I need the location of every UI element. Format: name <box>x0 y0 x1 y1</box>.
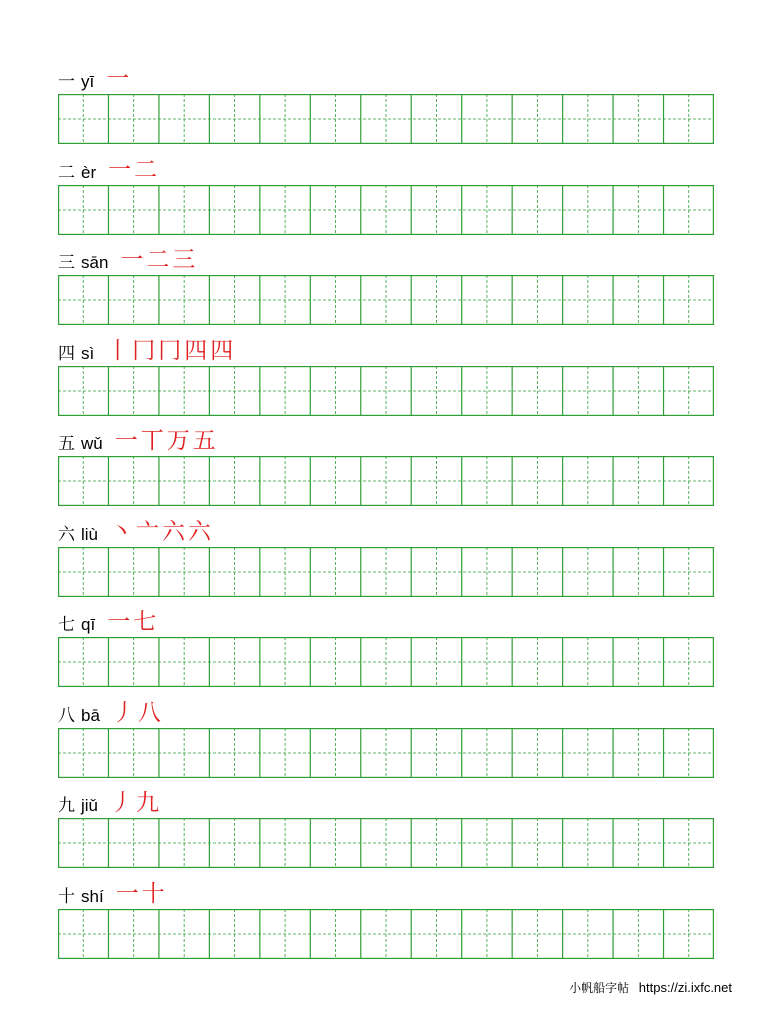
stroke-glyph: 万 <box>166 428 190 454</box>
pinyin-label: qī <box>81 615 96 634</box>
stroke-step <box>132 338 155 364</box>
stroke-order <box>115 428 219 454</box>
row-header <box>58 338 714 364</box>
character-label: 四 <box>58 343 75 364</box>
stroke-glyph: 丶 <box>110 518 134 545</box>
stroke-glyph: 二 <box>134 156 158 183</box>
pinyin-label: bā <box>81 705 100 725</box>
character-row <box>58 157 714 183</box>
stroke-glyph: 十 <box>141 880 165 907</box>
character-row <box>58 881 714 907</box>
row-header <box>58 66 714 92</box>
row-header <box>58 428 714 454</box>
writing-grid[interactable] <box>58 547 714 597</box>
stroke-glyph: 一 <box>106 66 130 92</box>
pinyin-label: wǔ <box>81 434 103 453</box>
stroke-order <box>110 790 162 816</box>
stroke-step <box>136 519 159 545</box>
character-row <box>58 247 714 273</box>
stroke-step <box>142 881 165 907</box>
stroke-step <box>106 66 129 92</box>
pinyin-label: sì <box>81 343 95 363</box>
stroke-order <box>110 519 214 545</box>
stroke-step <box>115 428 138 454</box>
stroke-step <box>146 247 169 273</box>
character-label: 五 <box>58 434 75 454</box>
stroke-order <box>116 881 168 907</box>
stroke-step <box>116 881 139 907</box>
stroke-glyph: 七 <box>133 609 157 635</box>
writing-grid[interactable] <box>58 94 714 144</box>
stroke-step <box>134 157 157 183</box>
stroke-glyph: 一 <box>115 880 139 907</box>
stroke-step <box>107 609 130 635</box>
writing-grid[interactable] <box>58 366 714 416</box>
stroke-glyph: 一 <box>120 247 144 273</box>
pinyin-label: sān <box>81 253 109 272</box>
stroke-glyph: 冂 <box>158 337 182 364</box>
writing-grid[interactable] <box>58 909 714 959</box>
site-url[interactable]: https://zi.ixfc.net <box>638 980 732 995</box>
stroke-order <box>112 700 164 726</box>
stroke-step <box>162 519 185 545</box>
stroke-order <box>106 66 132 92</box>
stroke-glyph: 三 <box>172 247 196 273</box>
stroke-step <box>138 700 161 726</box>
stroke-order <box>120 247 198 273</box>
row-header <box>58 881 714 907</box>
writing-grid[interactable] <box>58 456 714 506</box>
character-row <box>58 338 714 364</box>
stroke-step <box>106 338 129 364</box>
stroke-glyph: 六 <box>188 518 212 545</box>
stroke-step <box>141 428 164 454</box>
stroke-step <box>210 338 233 364</box>
stroke-glyph: 丿 <box>111 699 135 726</box>
stroke-step <box>172 247 195 273</box>
writing-grid[interactable] <box>58 728 714 778</box>
stroke-glyph: 冂 <box>132 337 156 364</box>
site-name: 小帆船字帖 <box>569 981 630 995</box>
character-row <box>58 428 714 454</box>
stroke-step <box>108 157 131 183</box>
stroke-order <box>107 609 159 635</box>
pinyin-label: yī <box>81 72 95 91</box>
pinyin-label: èr <box>81 162 97 182</box>
character-label: 二 <box>58 162 75 183</box>
character-label: 八 <box>58 705 75 726</box>
stroke-step <box>133 609 156 635</box>
row-header <box>58 790 714 816</box>
pinyin-label: jiǔ <box>81 796 99 815</box>
character-row <box>58 790 714 816</box>
character-label: 一 <box>58 72 75 92</box>
stroke-glyph: 丨 <box>106 337 130 364</box>
character-row <box>58 519 714 545</box>
row-header <box>58 157 714 183</box>
stroke-step <box>158 338 181 364</box>
character-row <box>58 609 714 635</box>
row-header <box>58 519 714 545</box>
character-label: 九 <box>58 796 75 816</box>
writing-grid[interactable] <box>58 185 714 235</box>
stroke-glyph: 四 <box>210 337 234 364</box>
stroke-glyph: 四 <box>184 337 208 364</box>
stroke-step <box>167 428 190 454</box>
stroke-glyph: 九 <box>136 790 160 816</box>
stroke-glyph: 丿 <box>110 790 134 816</box>
row-header <box>58 700 714 726</box>
row-header <box>58 609 714 635</box>
writing-grid[interactable] <box>58 637 714 687</box>
stroke-order <box>108 157 160 183</box>
stroke-step <box>193 428 216 454</box>
stroke-glyph: 丅 <box>140 428 164 454</box>
stroke-glyph: 六 <box>162 518 186 545</box>
stroke-glyph: 五 <box>192 428 216 454</box>
stroke-step <box>112 700 135 726</box>
stroke-glyph: 亠 <box>136 518 160 545</box>
stroke-step <box>110 790 133 816</box>
pinyin-label: liù <box>81 524 99 544</box>
character-row <box>58 700 714 726</box>
stroke-step <box>184 338 207 364</box>
row-header <box>58 247 714 273</box>
stroke-order <box>106 338 236 364</box>
character-row <box>58 66 714 92</box>
stroke-step <box>120 247 143 273</box>
writing-grid[interactable] <box>58 275 714 325</box>
stroke-glyph: 一 <box>108 156 132 183</box>
character-label: 七 <box>58 615 75 635</box>
stroke-step <box>136 790 159 816</box>
writing-grid[interactable] <box>58 818 714 868</box>
pinyin-label: shí <box>81 886 104 906</box>
stroke-glyph: 一 <box>107 609 131 635</box>
stroke-step <box>110 519 133 545</box>
stroke-step <box>188 519 211 545</box>
character-label: 六 <box>58 524 75 545</box>
character-label: 十 <box>58 886 75 907</box>
footer <box>569 979 732 996</box>
character-label: 三 <box>58 253 75 273</box>
stroke-glyph: 八 <box>137 699 161 726</box>
stroke-glyph: 一 <box>114 428 138 454</box>
stroke-glyph: 二 <box>146 247 170 273</box>
